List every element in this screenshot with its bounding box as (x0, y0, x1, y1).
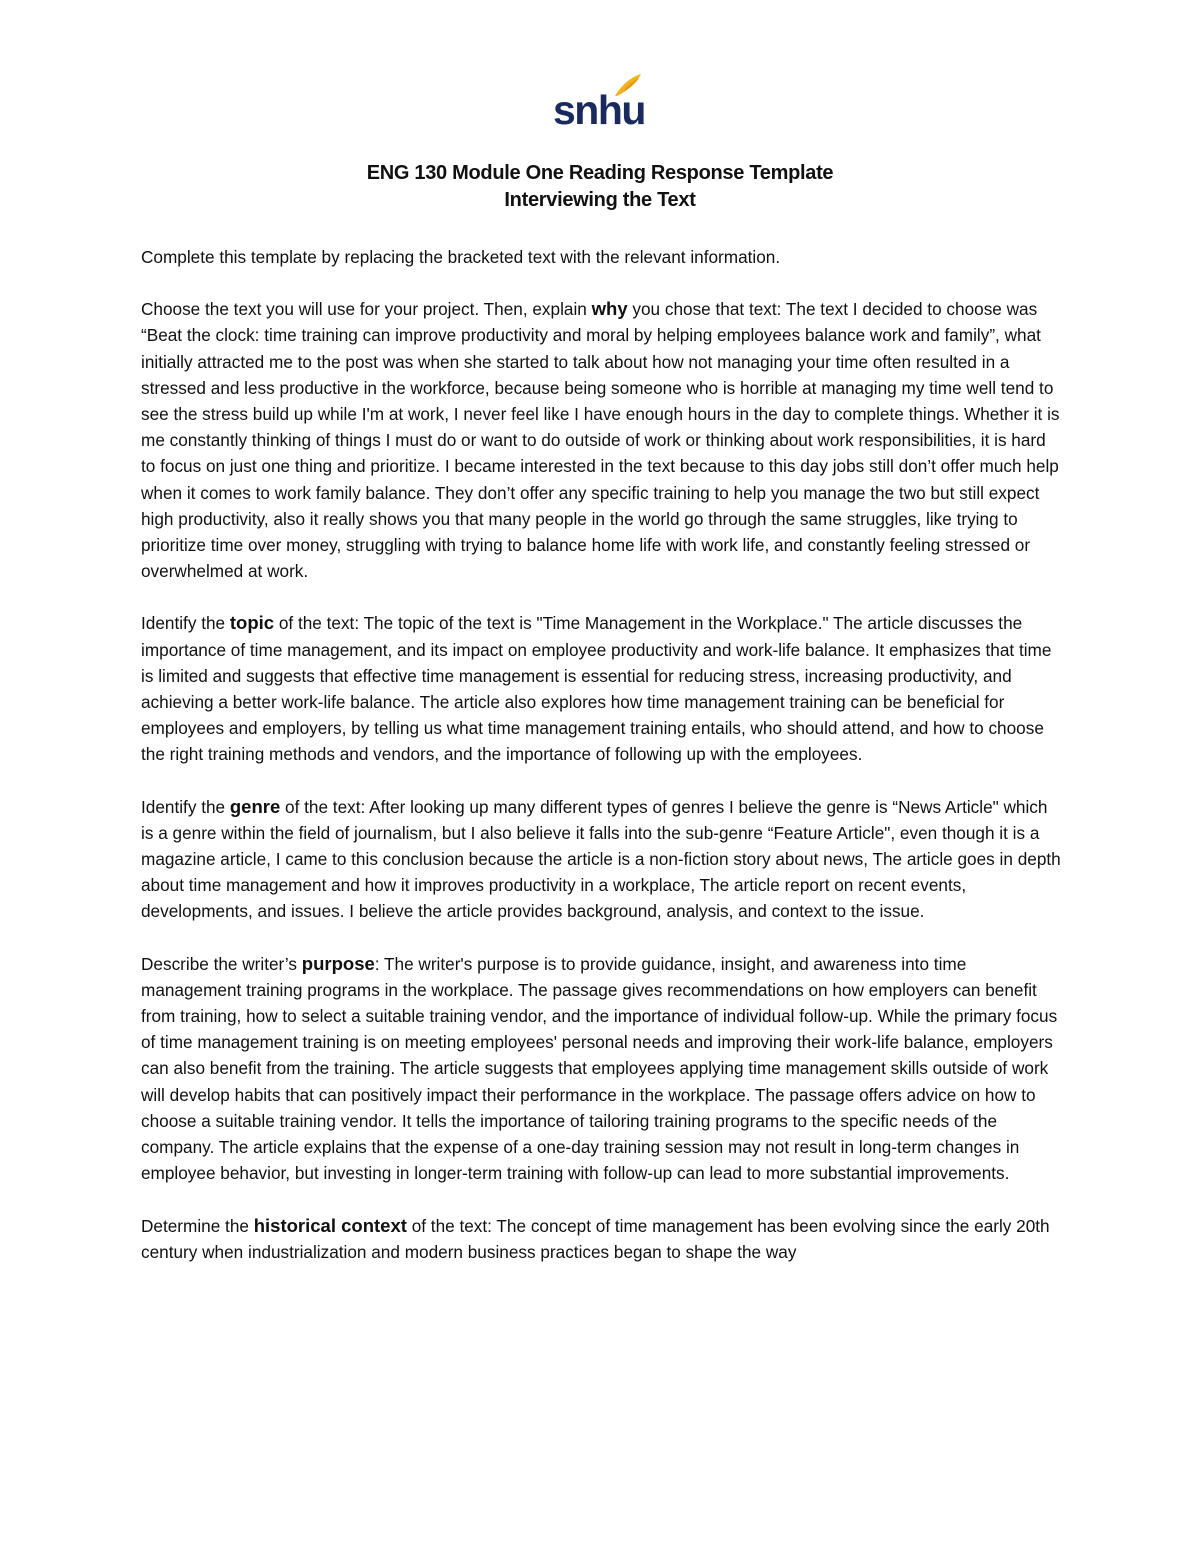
prompt-keyword: topic (229, 612, 275, 634)
section-historical-context (141, 1213, 1061, 1265)
prompt-prefix: Determine the (141, 1215, 254, 1236)
response-text: The writer's purpose is to provide guidance, insight, and awareness into time management training programs in the workplace. The passage gives recommendations on how employers can benefit from training, how to select a suitable training vendor, and the importance of individual follow-up. While the primary focus of time management training is on meeting employees' personal needs and improving their work-life balance, employers can also benefit from the training. The article suggests that employees applying time management skills outside of work will develop habits that can positively impact their performance in the workplace. The passage offers advice on how to choose a suitable training vendor. It tells the importance of tailoring training programs to the specific needs of the company. The article explains that the expense of a one-day training session may not result in long-term changes in employee behavior, but investing in longer-term training with follow-up can lead to more substantial improvements. (141, 953, 1058, 1184)
prompt-rest: : (374, 953, 385, 974)
prompt-prefix: Identify the (141, 613, 230, 634)
prompt-keyword: why (591, 298, 628, 320)
section-topic (141, 610, 1061, 767)
prompt-prefix: Choose the text you will use for your project. Then, explain (141, 299, 592, 320)
section-genre (141, 794, 1061, 925)
response-text: The topic of the text is "Time Management in the Workplace." The article discusses the importance of time management, and its impact on employee productivity and work-life balance. It emphasizes that time is limited and suggests that effective time management is essential for reducing stress, increasing productivity, and achieving a better work-life balance. The article also explores how time management training can be beneficial for employees and employers, by telling us what time management training entails, who should attend, and how to choose the right training methods and vendors, and the importance of following up with the employees. (141, 613, 1052, 765)
prompt-keyword: historical context (253, 1214, 407, 1236)
response-text: After looking up many different types of genres I believe the genre is “News Article" which is a genre within the field of journalism, but I also believe it falls into the sub-genre “Feature Article", even though it is a magazine article, I came to this conclusion because the article is a non-fiction story about news, The article goes in depth about time management and how it improves productivity in a workplace, The article report on recent events, developments, and issues. I believe the article provides background, analysis, and context to the issue. (141, 796, 1061, 922)
prompt-rest: of the text: (406, 1215, 497, 1236)
prompt-keyword: purpose (301, 952, 375, 974)
response-text: The concept of time management has been evolving since the early 20th century when industrialization and modern business practices began to shape the way (141, 1215, 1050, 1262)
prompt-rest: you chose that text: (627, 299, 786, 320)
document-body (141, 244, 1061, 1291)
prompt-rest: of the text: (280, 796, 370, 817)
prompt-prefix: Identify the (141, 796, 230, 817)
response-text: The text I decided to choose was “Beat the clock: time training can improve productivity and moral by helping employees balance work and family”, what initially attracted me to the post was when she started to talk about how not managing your time often resulted in a stressed and less productive in the workforce, because being someone who is horrible at managing my time well tend to see the stress build up while I'm at work, I never feel like I have enough hours in the day to complete things. Whether it is me constantly thinking of things I must do or want to do outside of work or thinking about work responsibilities, it is hard to focus on just one thing and prioritize. I became interested in the text because to this day jobs still don’t offer much help when it comes to work family balance. They don’t offer any specific training to help you manage the two but still expect high productivity, also it really shows you that many people in the world go through the same struggles, like trying to prioritize time over money, struggling with trying to balance home life with work life, and constantly feeling stressed or overwhelmed at work. (141, 299, 1060, 582)
prompt-keyword: genre (229, 795, 281, 817)
logo-wordmark: snhu (553, 87, 645, 133)
section-why (141, 296, 1061, 584)
section-purpose (141, 951, 1061, 1187)
document-title-block (0, 160, 1200, 214)
prompt-prefix: Describe the writer’s (141, 953, 302, 974)
document-subtitle: Interviewing the Text (504, 189, 696, 211)
snhu-logo (553, 72, 643, 134)
prompt-rest: of the text: (274, 613, 364, 634)
instructions: Complete this template by replacing the bracketed text with the relevant information. (141, 247, 781, 267)
document-title: ENG 130 Module One Reading Response Template (366, 162, 834, 184)
